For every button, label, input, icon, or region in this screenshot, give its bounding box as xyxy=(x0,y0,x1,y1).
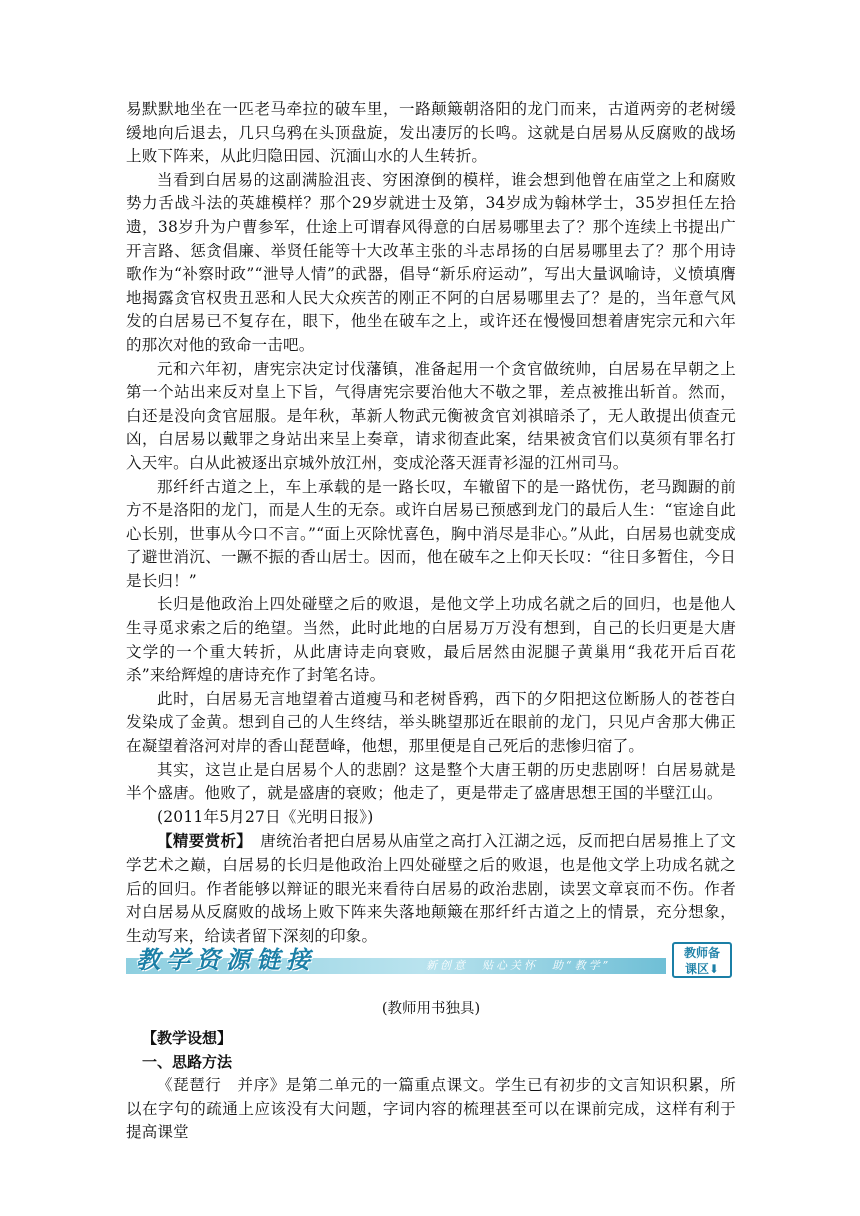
article-paragraph-5: 长归是他政治上四处碰壁之后的败退，是他文学上功成名就之后的回归，也是他人生寻觅求索之后的绝望。当然，此时此地的白居易万万没有想到，自己的长归更是大唐文学的一个重大转折，从此唐诗走向衰败，最后居然由泥腿子黄巢用“我花开后百花杀”来给辉煌的唐诗充作了封笔名诗。 xyxy=(126,595,736,685)
article-source: (2011年5月27日《光明日报》) xyxy=(157,807,374,826)
teaching-design-heading: 【教学设想】 xyxy=(142,1029,233,1047)
appreciation-text: 唐统治者把白居易从庙堂之高打入江湖之远，反而把白居易推上了文学艺术之巅，白居易的长归是他政治上四处碰壁之后的败退，也是他文学上功成名就之后的回归。作者能够以辩证的眼光来看待白居易的政治悲剧，读罢文章哀而不伤。作者对白居易从反腐败的战场上败下阵来失落地颠簸在那纤纤古道之上的情景，充分想象，生动写来，给读者留下深刻的印象。 xyxy=(126,832,737,945)
method-subheading: 一、思路方法 xyxy=(142,1052,233,1071)
banner-slogan: 新创意 贴心关怀 助“教学” xyxy=(426,959,612,972)
banner-title: 教学资源链接 xyxy=(136,945,316,974)
appreciation xyxy=(126,829,736,948)
resource-banner xyxy=(126,940,736,978)
teacher-section xyxy=(126,998,736,1145)
badge-line-1: 教师备 xyxy=(683,946,720,960)
teacher-note: (教师用书独具) xyxy=(381,1001,481,1017)
article-paragraph-7: 其实，这岂止是白居易个人的悲剧？这是整个大唐王朝的历史悲剧呀！白居易就是半个盛唐。他败了，就是盛唐的衰败；他走了，更是带走了盛唐思想王国的半壁江山。 xyxy=(126,760,736,803)
teacher-area-badge[interactable] xyxy=(672,942,732,978)
article-paragraph-2: 当看到白居易的这副满脸沮丧、穷困潦倒的模样，谁会想到他曾在庙堂之上和腐败势力舌战斗法的英雄模样？那个29岁就进士及第，34岁成为翰林学士，35岁担任左拾遗，38岁升为户曹参军，仕途上可谓春风得意的白居易哪里去了？那个连续上书提出广开言路、惩贪倡廉、举贤任能等十大改革主张的斗志昂扬的白居易哪里去了？那个用诗歌作为“补察时政”“泄导人情”的武器，倡导“新乐府运动”，写出大量讽喻诗，义愤填膺地揭露贪官权贵丑恶和人民大众疾苦的刚正不阿的白居易哪里去了？是的，当年意气风发的白居易已不复存在，眼下，他坐在破车之上，或许还在慢慢回想着唐宪宗元和六年的那次对他的致命一击吧。 xyxy=(126,170,736,354)
article-paragraph-3: 元和六年初，唐宪宗决定讨伐藩镇，准备起用一个贪官做统帅，白居易在早朝之上第一个站出来反对皇上下旨，气得唐宪宗要治他大不敬之罪，差点被推出斩首。然而，白还是没向贪官屈服。是年秋，革新人物武元衡被贪官刘祺暗杀了，无人敢提出侦查元凶，白居易以戴罪之身站出来呈上奏章，请求彻查此案，结果被贪官们以莫须有罪名打入天牢。白从此被逐出京城外放江州，变成沦落天涯青衫湿的江州司马。 xyxy=(126,359,736,472)
teacher-paragraph: 《琵琶行 并序》是第二单元的一篇重点课文。学生已有初步的文言知识积累，所以在字句的疏通上应该没有大问题，字词内容的梳理甚至可以在课前完成，这样有利于提高课堂 xyxy=(126,1076,736,1142)
article-paragraph-6: 此时，白居易无言地望着古道瘦马和老树昏鸦，西下的夕阳把这位断肠人的苍苍白发染成了金黄。想到自己的人生终结，举头眺望那近在眼前的龙门，只见卢舍那大佛正在凝望着洛河对岸的香山琵琶峰，他想，那里便是自己死后的悲惨归宿了。 xyxy=(126,689,736,756)
article-paragraph-1: 易默默地坐在一匹老马牵拉的破车里，一路颠簸朝洛阳的龙门而来，古道两旁的老树缓缓地向后退去，几只乌鸦在头顶盘旋，发出凄厉的长鸣。这就是白居易从反腐败的战场上败下阵来，从此归隐田园、沉湎山水的人生转折。 xyxy=(126,100,736,166)
article xyxy=(126,98,736,948)
appreciation-label: 【精要赏析】 xyxy=(157,831,245,851)
article-paragraph-4: 那纤纤古道之上，车上承载的是一路长叹，车辙留下的是一路忧伤，老马踟蹰的前方不是洛阳的龙门，而是人生的无奈。或许白居易已预感到龙门的最后人生：“宦途自此心长别，世事从今口不言。”“面上灭除忧喜色，胸中消尽是非心。”从此，白居易也就变成了避世消沉、一蹶不振的香山居士。因而，他在破车之上仰天长叹：“往日多暂住，今日是长归！” xyxy=(126,477,736,590)
badge-line-2: 课区⬇ xyxy=(684,962,720,976)
